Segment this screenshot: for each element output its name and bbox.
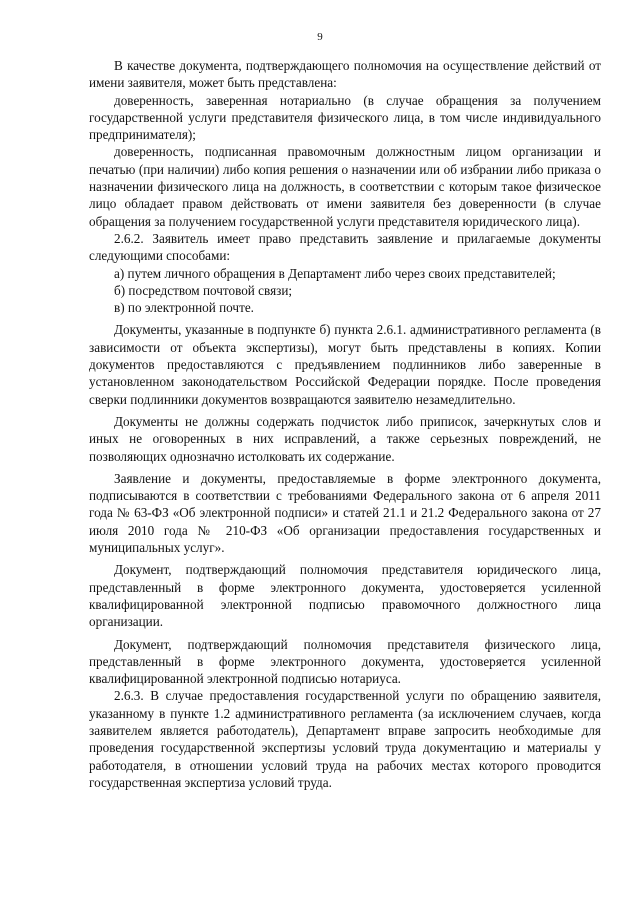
document-body [89, 57, 601, 791]
paragraph-document-copies: Документы, указанные в подпункте б) пункта 2.6.1. административного регламента (в зависимости от объекта экспертизы), могут быть представлены в копиях. Копии документов предоставляются с предъявлением подлинников либо заверенные в установленном законодательством Российской Федерации порядке. После проведения сверки подлинники документов возвращаются заявителю незамедлительно. [89, 322, 601, 407]
paragraph-organization-power-of-attorney: доверенность, подписанная правомочным должностным лицом организации и печатью (при наличии) либо копия решения о назначении или об избрании либо приказа о назначении физического лица на должность, в соответствии с которым такое физическое лицо обладает правом действовать от имени заявителя без доверенности (в случае обращения за получением государственной услуги представителя юридического лица). [89, 144, 601, 229]
paragraph-electronic-signature: Заявление и документы, предоставляемые в форме электронного документа, подписываются в соответствии с требованиями Федерального закона от 6 апреля 2011 года № 63-ФЗ «Об электронной подписи» и статей 21.1 и 21.2 Федерального закона от 27 июля 2010 года № 210-ФЗ «Об организации предоставления государственных и муниципальных услуг». [89, 470, 601, 556]
paragraph-no-corrections: Документы не должны содержать подчисток либо приписок, зачеркнутых слов и иных не оговоренных в них исправлений, а также серьезных повреждений, не позволяющих однозначно истолковать их содержание. [89, 413, 601, 464]
paragraph-notarized-power-of-attorney: доверенность, заверенная нотариально (в случае обращения за получением государственной услуги представителя физического лица, в том числе индивидуального предпринимателя); [89, 92, 601, 143]
paragraph-clause-2-6-3: 2.6.3. В случае предоставления государственной услуги по обращению заявителя, указанному в пункте 1.2 административного регламента (за исключением случаев, когда заявителем является работодатель), Департамент вправе запросить необходимые для проведения государственной экспертизы условий труда документацию и материалы у работодателя, в отношении условий труда на рабочих местах которого проводится государственная экспертиза условий труда. [89, 688, 601, 790]
paragraph-clause-2-6-2: 2.6.2. Заявитель имеет право представить заявление и прилагаемые документы следующими способами: [89, 230, 601, 264]
paragraph-authority-documents: В качестве документа, подтверждающего полномочия на осуществление действий от имени заявителя, может быть представлена: [89, 58, 601, 91]
list-item-postal: б) посредством почтовой связи; [114, 282, 293, 298]
page-number: 9 [317, 31, 323, 43]
paragraph-legal-entity-representative: Документ, подтверждающий полномочия представителя юридического лица, представленный в форме электронного документа, удостоверяется усиленной квалифицированной электронной подписью правомочного должностного лица организации. [89, 562, 601, 630]
paragraph-individual-representative: Документ, подтверждающий полномочия представителя физического лица, представленный в форме электронного документа, удостоверяется усиленной квалифицированной электронной подписью нотариуса. [89, 636, 601, 687]
list-item-personal-visit: а) путем личного обращения в Департамент либо через своих представителей; [114, 265, 556, 281]
list-item-email: в) по электронной почте. [114, 300, 254, 316]
